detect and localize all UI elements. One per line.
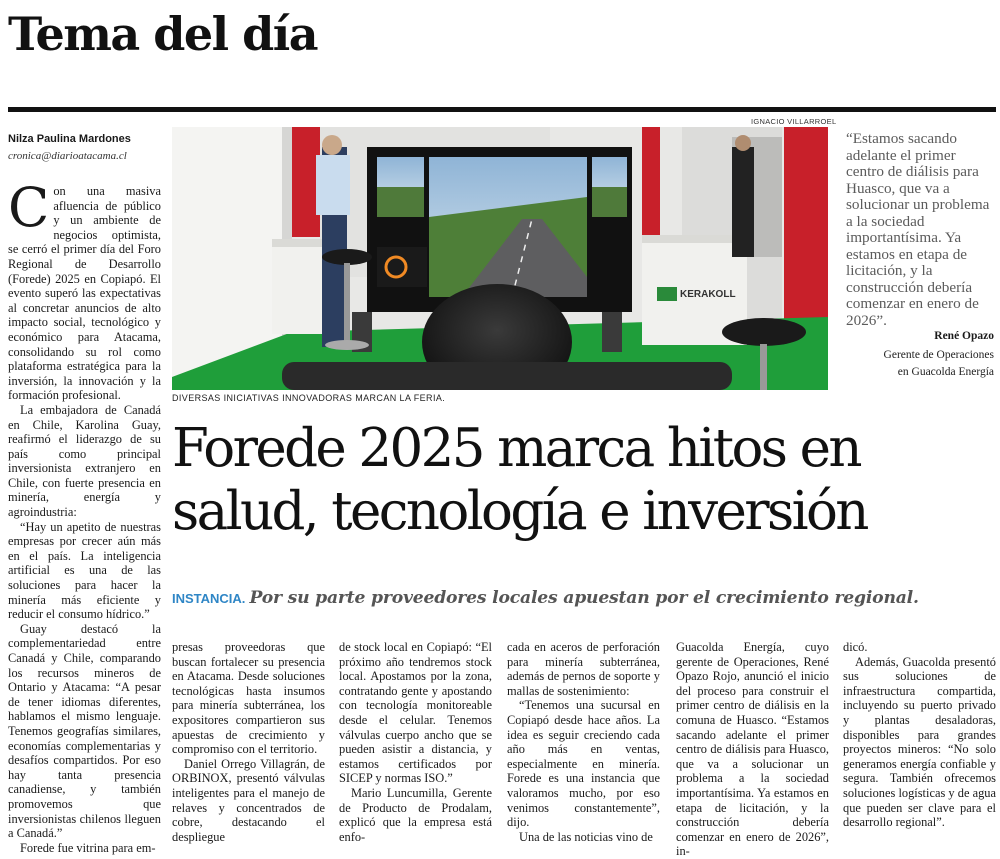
body-paragraph: presas proveedoras que buscan fortalecer su presencia en Atacama. Desde soluciones tecnológicas hasta insumos para minería subterránea, los expositores compartieron sus apuestas de crecimiento y compromiso con el territorio. (172, 640, 325, 757)
kicker-label: INSTANCIA. (172, 591, 246, 606)
body-paragraph: “Hay un apetito de nuestras empresas por crecer aún más en el país. La inteligencia artificial es una de las soluciones para hacer la minería más eficiente y reducir el consumo hídrico.” (8, 519, 161, 622)
drop-cap: C (8, 176, 50, 239)
photo-illustration (172, 127, 828, 390)
body-paragraph: de stock local en Copiapó: “El próximo año tendremos stock local. Apostamos por la zona, contratando gente y apostando con tecnología monitoreable desde el celular. Tenemos válvulas cuerpo ancho que se pueden asistir a distancia, y estamos certificados por SICEP y normas ISO.” (339, 640, 492, 786)
article-headline (172, 417, 998, 543)
body-column-2 (172, 640, 325, 844)
body-column-3 (339, 640, 492, 844)
booth-logo-text: KERAKOLL (680, 289, 736, 300)
body-column-1 (8, 176, 161, 855)
body-paragraph (8, 176, 161, 403)
pull-quote: “Estamos sacando adelante el primer centro de diálisis para Huasco, que va a solucionar un problema a la sociedad importantísima. Ya estamos en etapa de licitación, y la construcción debería comenzar en enero de 2026”. (846, 130, 990, 329)
body-column-6 (843, 640, 996, 830)
body-paragraph: cada en aceros de perforación para minería subterránea, además de pernos de soporte y mallas de sostenimiento: (507, 640, 660, 698)
subheadline-text: Por su parte proveedores locales apuestan por el crecimiento regional. (249, 588, 919, 608)
paragraph-text: on una masiva afluencia de público y un ambiente de negocios optimista, se cerró el primer día del Foro Regional de Desarrollo (Forede) 2025 en Copiapó. El evento superó las expectativas al concretar anuncios de alto impacto social, tecnológico y económico para Atacama, consolidando su rol como plataforma estratégica para la inversión, la innovación y la formación profesional. (8, 184, 161, 403)
body-column-4 (507, 640, 660, 844)
role-line: Gerente de Operaciones (883, 349, 994, 361)
byline-email[interactable]: cronica@diarioatacama.cl (8, 150, 127, 162)
body-paragraph: Además, Guacolda presentó sus soluciones de infraestructura compartida, incluyendo su puerto privado y plantas desaladoras, disponibles para grandes proyectos mineros: “No solo generamos energía confiable y segura. También ofrecemos soluciones logísticas y de agua que pueden ser clave para el desarrollo regional”. (843, 654, 996, 830)
feature-photo (172, 127, 828, 390)
body-paragraph: Mario Luncumilla, Gerente de Producto de Prodalam, explicó que la empresa está enfo- (339, 785, 492, 844)
body-paragraph: Guacolda Energía, cuyo gerente de Operaciones, René Opazo Rojo, anunció el inicio del proceso para construir el primer centro de diálisis en la comuna de Huasco. “Estamos sacando adelante el primer centro de diálisis para Huasco, que va a solucionar un problema a la sociedad importantísima. Ya estamos en etapa de licitación, y la construcción debería comenzar en enero de 2026”, in- (676, 640, 829, 859)
body-paragraph: Guay destacó la complementariedad entre Canadá y Chile, comparando los recursos mineros de Ontario y Atacama: “A pesar de tener idiomas diferentes, hablamos el mismo lenguaje. Tenemos geografías similares, economías complementarias y desafíos compartidos. Por eso hay tanta presencia canadiense, y también promovemos que inversionistas chilenos lleguen a Canadá.” (8, 621, 161, 841)
subheadline (172, 588, 919, 608)
top-rule-divider (8, 107, 996, 112)
pull-quote-role (846, 347, 994, 381)
pull-quote-author: René Opazo (934, 330, 994, 342)
section-title: Tema del día (8, 7, 318, 61)
body-paragraph: “Tenemos una sucursal en Copiapó desde hace años. La idea es seguir creciendo cada año más en ventas, especialmente en minería. Forede es una instancia que valoramos mucho, por eso venimos constantemente”, dijo. (507, 698, 660, 830)
headline-line: Forede 2025 marca hitos en (172, 418, 860, 479)
headline-line: salud, tecnología e inversión (172, 481, 867, 542)
photo-caption: DIVERSAS INICIATIVAS INNOVADORAS MARCAN LA FERIA. (172, 393, 446, 403)
role-line: en Guacolda Energía (897, 366, 994, 378)
body-paragraph: Forede fue vitrina para em- (20, 840, 156, 855)
body-column-5 (676, 640, 829, 859)
byline-author: Nilza Paulina Mardones (8, 133, 131, 145)
body-paragraph: Daniel Orrego Villagrán, de ORBINOX, presentó válvulas inteligentes para el manejo de relaves y concentrados de cobre, destacando el despliegue (172, 756, 325, 844)
body-paragraph: La embajadora de Canadá en Chile, Karolina Guay, reafirmó el liderazgo de su país como principal inversionista extranjero en Chile, con fuerte presencia en minería, energía y agroindustria: (8, 402, 161, 520)
photo-credit: IGNACIO VILLARROEL (751, 117, 837, 126)
body-paragraph: dicó. (843, 640, 868, 654)
body-paragraph: Una de las noticias vino de (519, 829, 653, 844)
